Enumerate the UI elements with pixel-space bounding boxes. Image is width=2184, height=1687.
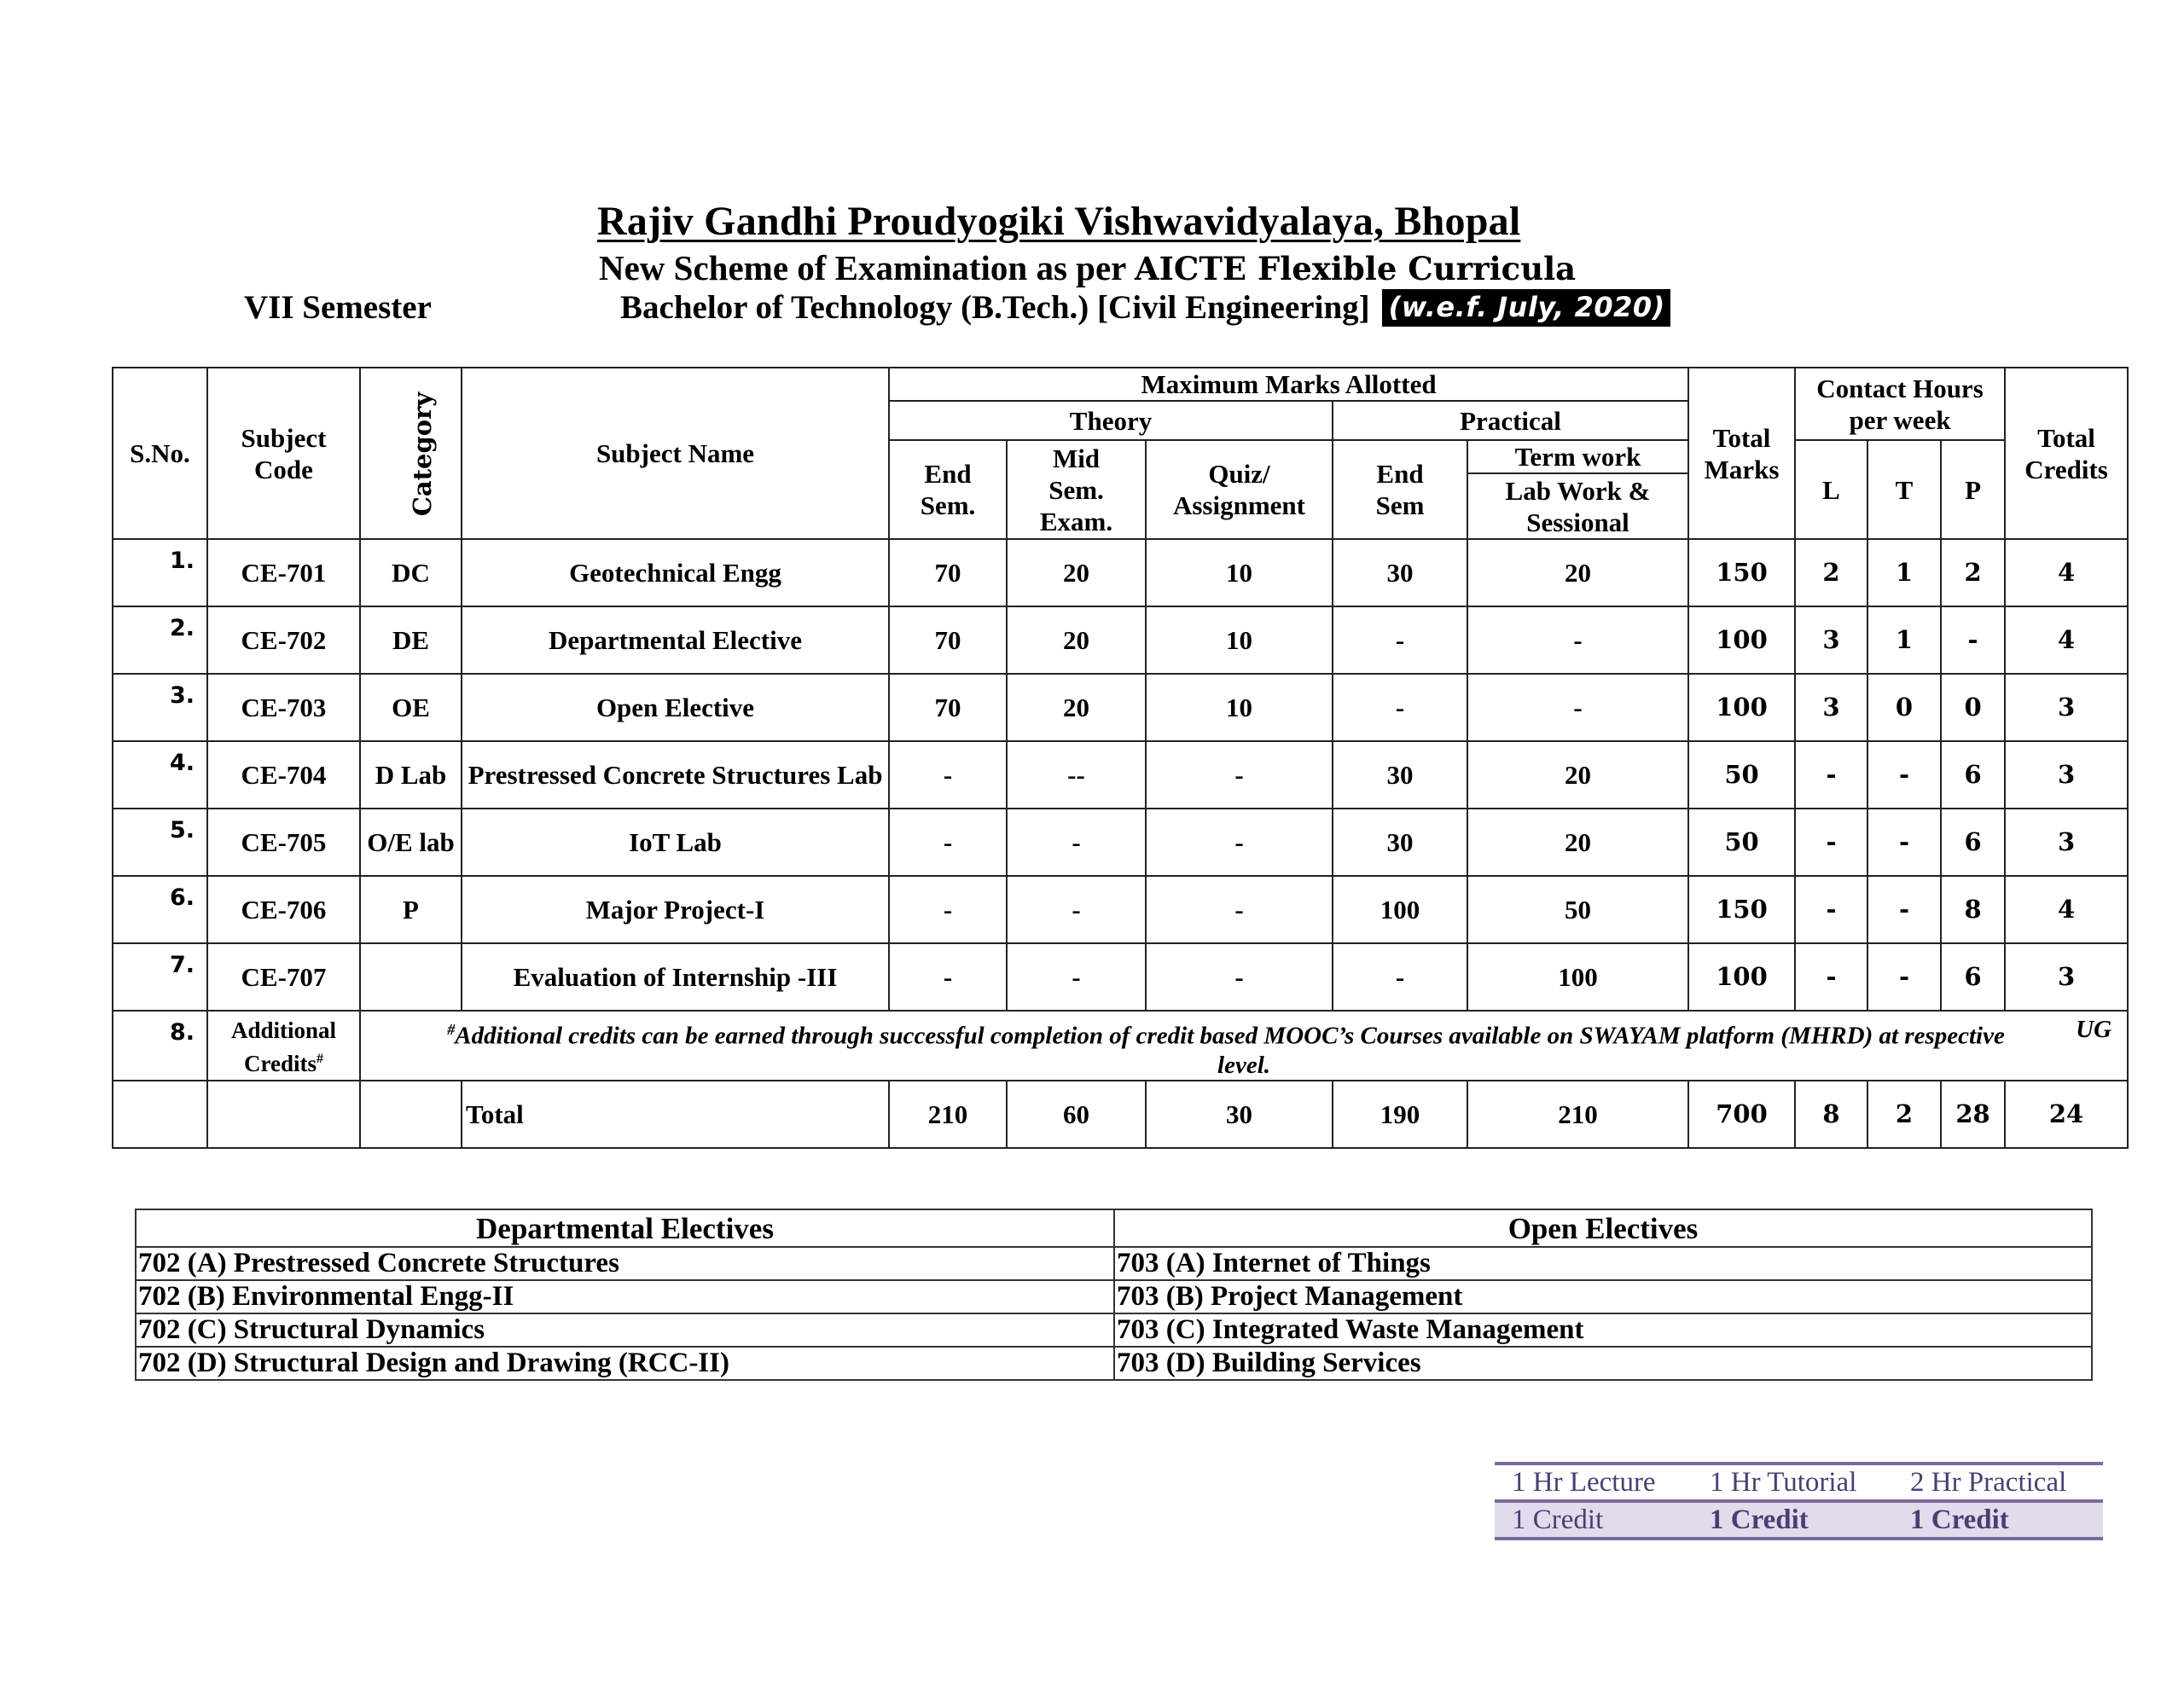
cell-sno: 8. <box>113 1011 207 1081</box>
table-row <box>113 674 2128 741</box>
cell-category <box>360 943 462 1011</box>
header-practical-end-sem <box>1333 440 1467 539</box>
cell-category: DC <box>360 539 462 606</box>
cell-empty <box>207 1081 360 1148</box>
cell-l: - <box>1795 876 1867 943</box>
total-row <box>113 1081 2128 1148</box>
total-p: 28 <box>1941 1081 2005 1148</box>
scheme-table <box>112 367 2129 1149</box>
cell-total-marks: 100 <box>1688 674 1795 741</box>
header-theory-end-line1: End <box>924 459 972 489</box>
cell-theory-end: - <box>889 741 1007 809</box>
cell-quiz: - <box>1146 876 1333 943</box>
header-total-credits-line2: Credits <box>2024 454 2108 484</box>
cell-theory-end: 70 <box>889 606 1007 674</box>
table-row <box>113 539 2128 606</box>
semester-label: VII Semester <box>244 289 432 326</box>
cell-sno: 6. <box>113 876 207 943</box>
departmental-elective-item: 702 (D) Structural Design and Drawing (RCC-II) <box>136 1347 1114 1380</box>
cell-subject-name: Open Elective <box>462 674 889 741</box>
cell-total-marks: 50 <box>1688 741 1795 809</box>
total-t: 2 <box>1867 1081 1941 1148</box>
cell-theory-end: - <box>889 876 1007 943</box>
cell-practical-end: 100 <box>1333 876 1467 943</box>
cell-quiz: 10 <box>1146 606 1333 674</box>
header-prac-end-line1: End <box>1376 459 1424 489</box>
header-contact-hours-line1: Contact Hours <box>1816 373 1984 403</box>
total-marks: 700 <box>1688 1081 1795 1148</box>
header-contact-hours <box>1795 368 2005 440</box>
cell-code: CE-706 <box>207 876 360 943</box>
departmental-elective-item: 702 (C) Structural Dynamics <box>136 1313 1114 1347</box>
cell-practical-end: 30 <box>1333 539 1467 606</box>
header-lab-work-line2: Sessional <box>1526 507 1629 537</box>
table-row <box>113 741 2128 809</box>
cell-t: - <box>1867 876 1941 943</box>
cell-t: 1 <box>1867 539 1941 606</box>
legend-practical-credit: 1 Credit <box>1893 1501 2103 1539</box>
cell-mid: - <box>1007 809 1146 876</box>
cell-p: 6 <box>1941 741 2005 809</box>
cell-l: 2 <box>1795 539 1867 606</box>
open-elective-item: 703 (C) Integrated Waste Management <box>1114 1313 2092 1347</box>
cell-mid: 20 <box>1007 674 1146 741</box>
legend-lecture-credit: 1 Credit <box>1495 1501 1693 1539</box>
table-row <box>113 876 2128 943</box>
cell-subject-name: Evaluation of Internship -III <box>462 943 889 1011</box>
cell-credits: 4 <box>2005 539 2128 606</box>
legend-hours-row <box>1495 1464 2103 1501</box>
cell-term-work: 100 <box>1467 943 1688 1011</box>
cell-code: CE-701 <box>207 539 360 606</box>
header-mid-line1: Mid <box>1052 443 1101 473</box>
cell-t: - <box>1867 943 1941 1011</box>
header-lab-work <box>1467 473 1688 539</box>
cell-mid: 20 <box>1007 539 1146 606</box>
cell-subject-name: IoT Lab <box>462 809 889 876</box>
cell-total-marks: 150 <box>1688 539 1795 606</box>
header-practical: Practical <box>1333 401 1688 440</box>
cell-total-marks: 50 <box>1688 809 1795 876</box>
total-theory-end: 210 <box>889 1081 1007 1148</box>
header-category-text: Category <box>408 391 438 516</box>
header-max-marks: Maximum Marks Allotted <box>889 368 1688 401</box>
header-sno: S.No. <box>113 368 207 539</box>
header-subject-code-line2: Code <box>254 454 313 484</box>
cell-sno: 5. <box>113 809 207 876</box>
cell-term-work: 20 <box>1467 741 1688 809</box>
cell-category: D Lab <box>360 741 462 809</box>
cell-practical-end: - <box>1333 606 1467 674</box>
open-elective-item: 703 (B) Project Management <box>1114 1280 2092 1313</box>
cell-credits: 4 <box>2005 876 2128 943</box>
legend-practical-hours: 2 Hr Practical <box>1893 1464 2103 1501</box>
university-title: Rajiv Gandhi Proudyogiki Vishwavidyalaya, Bhopal <box>597 199 1521 244</box>
cell-subject-name: Geotechnical Engg <box>462 539 889 606</box>
cell-category: DE <box>360 606 462 674</box>
additional-credits-row <box>113 1011 2128 1081</box>
footnote-marker: # <box>447 1021 456 1038</box>
header-t: T <box>1867 440 1941 539</box>
total-mid: 60 <box>1007 1081 1146 1148</box>
cell-practical-end: 30 <box>1333 809 1467 876</box>
cell-mid: - <box>1007 876 1146 943</box>
cell-code: CE-703 <box>207 674 360 741</box>
header-quiz <box>1146 440 1333 539</box>
header-p: P <box>1941 440 2005 539</box>
cell-term-work: 50 <box>1467 876 1688 943</box>
note-text: Additional credits can be earned through successful completion of credit based MOOC’s Courses available on SWAYAM platform (MHRD) at respective <box>455 1022 2005 1050</box>
header-quiz-line2: Assignment <box>1172 490 1305 520</box>
footnote-marker: # <box>317 1052 323 1066</box>
cell-p: 8 <box>1941 876 2005 943</box>
additional-label-line2: Credits <box>244 1051 317 1076</box>
cell-empty <box>360 1081 462 1148</box>
cell-code: CE-705 <box>207 809 360 876</box>
cell-mid: -- <box>1007 741 1146 809</box>
scheme-subtitle-curricula: AICTE Flexible Curricula <box>1134 250 1577 287</box>
header-category <box>360 368 462 539</box>
cell-quiz: 10 <box>1146 539 1333 606</box>
cell-t: - <box>1867 741 1941 809</box>
cell-p: 6 <box>1941 943 2005 1011</box>
cell-term-work: 20 <box>1467 809 1688 876</box>
cell-t: - <box>1867 809 1941 876</box>
cell-sno: 2. <box>113 606 207 674</box>
cell-practical-end: 30 <box>1333 741 1467 809</box>
program-name: Bachelor of Technology (B.Tech.) [Civil Engineering] <box>620 289 1370 326</box>
effective-date-badge: (w.e.f. July, 2020) <box>1382 289 1670 327</box>
cell-term-work: - <box>1467 674 1688 741</box>
cell-l: - <box>1795 943 1867 1011</box>
header-quiz-line1: Quiz/ <box>1208 459 1270 489</box>
header-theory-end-sem <box>889 440 1007 539</box>
cell-sno: 4. <box>113 741 207 809</box>
note-text-end: level. <box>1217 1051 1271 1079</box>
table-row <box>113 809 2128 876</box>
electives-table <box>135 1209 2093 1381</box>
cell-quiz: - <box>1146 943 1333 1011</box>
legend-tutorial-credit: 1 Credit <box>1693 1501 1893 1539</box>
cell-practical-end: - <box>1333 943 1467 1011</box>
electives-row <box>136 1313 2092 1347</box>
cell-p: - <box>1941 606 2005 674</box>
cell-total-marks: 150 <box>1688 876 1795 943</box>
legend-credits-row <box>1495 1501 2103 1539</box>
header-l: L <box>1795 440 1867 539</box>
cell-code: CE-704 <box>207 741 360 809</box>
header-total-marks-line1: Total <box>1712 422 1771 453</box>
header-lab-work-line1: Lab Work & <box>1505 475 1651 506</box>
cell-quiz: - <box>1146 809 1333 876</box>
cell-credits: 3 <box>2005 809 2128 876</box>
cell-mid: 20 <box>1007 606 1146 674</box>
cell-category: O/E lab <box>360 809 462 876</box>
total-label: Total <box>462 1081 889 1148</box>
cell-sno: 7. <box>113 943 207 1011</box>
cell-term-work: 20 <box>1467 539 1688 606</box>
total-l: 8 <box>1795 1081 1867 1148</box>
header-total-credits-line1: Total <box>2037 422 2095 453</box>
header-total-credits <box>2005 368 2128 539</box>
cell-category: P <box>360 876 462 943</box>
cell-credits: 3 <box>2005 943 2128 1011</box>
cell-subject-name: Departmental Elective <box>462 606 889 674</box>
cell-quiz: 10 <box>1146 674 1333 741</box>
cell-credits: 3 <box>2005 741 2128 809</box>
total-practical-end: 190 <box>1333 1081 1467 1148</box>
open-elective-item: 703 (A) Internet of Things <box>1114 1247 2092 1280</box>
additional-label-line1: Additional <box>230 1017 337 1043</box>
credit-legend <box>1495 1462 2103 1540</box>
cell-practical-end: - <box>1333 674 1467 741</box>
legend-tutorial-hours: 1 Hr Tutorial <box>1693 1464 1893 1501</box>
departmental-electives-header: Departmental Electives <box>136 1209 1114 1247</box>
note-ug: UG <box>2076 1016 2112 1043</box>
cell-p: 2 <box>1941 539 2005 606</box>
cell-code: CE-707 <box>207 943 360 1011</box>
cell-code: CE-702 <box>207 606 360 674</box>
program-label <box>620 288 1670 327</box>
cell-l: 3 <box>1795 606 1867 674</box>
departmental-elective-item: 702 (B) Environmental Engg-II <box>136 1280 1114 1313</box>
cell-empty <box>113 1081 207 1148</box>
cell-t: 1 <box>1867 606 1941 674</box>
cell-subject-name: Prestressed Concrete Structures Lab <box>462 741 889 809</box>
header-total-marks-line2: Marks <box>1704 454 1780 484</box>
electives-row <box>136 1247 2092 1280</box>
cell-theory-end: 70 <box>889 539 1007 606</box>
cell-mid: - <box>1007 943 1146 1011</box>
table-row <box>113 943 2128 1011</box>
total-credits: 24 <box>2005 1081 2128 1148</box>
cell-t: 0 <box>1867 674 1941 741</box>
cell-theory-end: - <box>889 943 1007 1011</box>
cell-credits: 4 <box>2005 606 2128 674</box>
additional-credits-note <box>360 1011 2128 1081</box>
legend-lecture-hours: 1 Hr Lecture <box>1495 1464 1693 1501</box>
cell-additional-credits-label <box>207 1011 360 1081</box>
header-mid-sem <box>1007 440 1146 539</box>
header-mid-line2: Sem. <box>1048 474 1104 505</box>
cell-sno: 1. <box>113 539 207 606</box>
table-row <box>113 606 2128 674</box>
cell-credits: 3 <box>2005 674 2128 741</box>
scheme-subtitle <box>599 247 1576 288</box>
header-theory-end-line2: Sem. <box>920 490 976 520</box>
cell-l: - <box>1795 741 1867 809</box>
cell-l: - <box>1795 809 1867 876</box>
open-elective-item: 703 (D) Building Services <box>1114 1347 2092 1380</box>
cell-theory-end: 70 <box>889 674 1007 741</box>
cell-p: 0 <box>1941 674 2005 741</box>
cell-p: 6 <box>1941 809 2005 876</box>
cell-total-marks: 100 <box>1688 606 1795 674</box>
scheme-subtitle-prefix: New Scheme of Examination as per <box>599 248 1135 287</box>
open-electives-header: Open Electives <box>1114 1209 2092 1247</box>
header-contact-hours-line2: per week <box>1849 404 1951 435</box>
header-term-work: Term work <box>1467 440 1688 473</box>
electives-row <box>136 1347 2092 1380</box>
cell-subject-name: Major Project-I <box>462 876 889 943</box>
departmental-elective-item: 702 (A) Prestressed Concrete Structures <box>136 1247 1114 1280</box>
header-theory: Theory <box>889 401 1333 440</box>
header-subject-code-line1: Subject <box>241 422 327 453</box>
cell-quiz: - <box>1146 741 1333 809</box>
header-total-marks <box>1688 368 1795 539</box>
header-prac-end-line2: Sem <box>1375 490 1425 520</box>
total-quiz: 30 <box>1146 1081 1333 1148</box>
header-subject-code <box>207 368 360 539</box>
cell-term-work: - <box>1467 606 1688 674</box>
cell-category: OE <box>360 674 462 741</box>
header-subject-name: Subject Name <box>462 368 889 539</box>
total-term-work: 210 <box>1467 1081 1688 1148</box>
header-mid-line3: Exam. <box>1039 506 1113 536</box>
electives-row <box>136 1280 2092 1313</box>
cell-l: 3 <box>1795 674 1867 741</box>
cell-total-marks: 100 <box>1688 943 1795 1011</box>
cell-sno: 3. <box>113 674 207 741</box>
cell-theory-end: - <box>889 809 1007 876</box>
